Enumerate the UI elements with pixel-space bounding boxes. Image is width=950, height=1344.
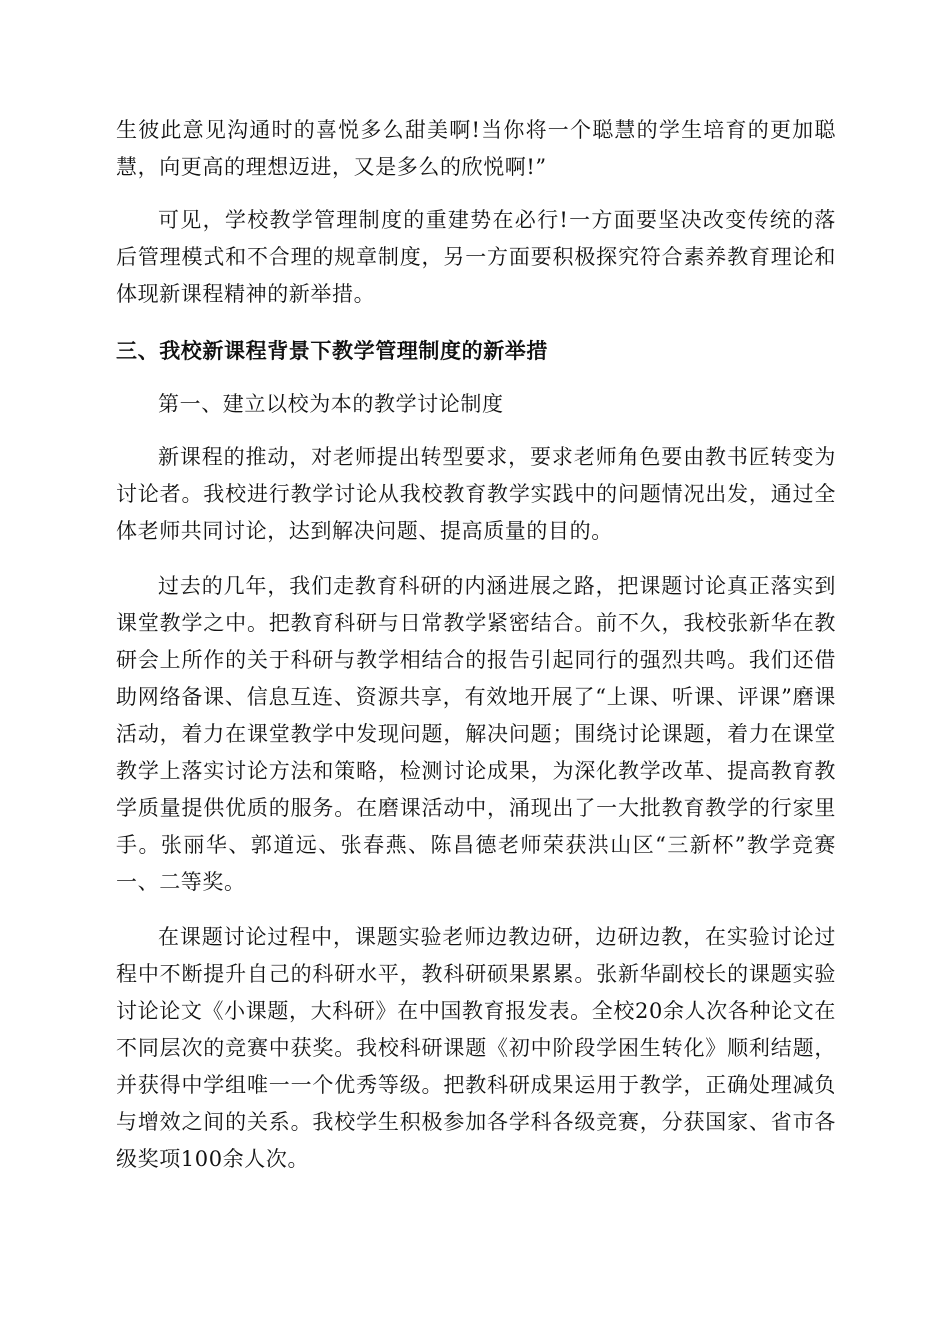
paragraph-body: 在课题讨论过程中，课题实验老师边教边研，边研边教，在实验讨论过程中不断提升自己的科研水平，教科研硕果累累。张新华副校长的课题实验讨论论文《小课题，大科研》在中国教育报发表。全校20余人次各种论文在不同层次的竞赛中获奖。我校科研课题《初中阶段学困生转化》顺利结题，并获得中学组唯一一个优秀等级。把教科研成果运用于教学，正确处理减负与增效之间的关系。我校学生积极参加各学科各级竞赛，分获国家、省市各级奖项100余人次。	[116, 925, 836, 1171]
document-body	[116, 112, 836, 1178]
paragraph-body: 过去的几年，我们走教育科研的内涵进展之路，把课题讨论真正落实到课堂教学之中。把教育科研与日常教学紧密结合。前不久，我校张新华在教研会上所作的关于科研与教学相结合的报告引起同行的强烈共鸣。我们还借助网络备课、信息互连、资源共享，有效地开展了“上课、听课、评课”磨课活动，着力在课堂教学中发现问题，解决问题；围绕讨论课题，着力在课堂教学上落实讨论方法和策略，检测讨论成果，为深化教学改革、提高教育教学质量提供优质的服务。在磨课活动中，涌现出了一大批教育教学的行家里手。张丽华、郭道远、张春燕、陈昌德老师荣获洪山区“三新杯”教学竞赛一、二等奖。	[116, 574, 836, 894]
paragraph-continued: 生彼此意见沟通时的喜悦多么甜美啊!当你将一个聪慧的学生培育的更加聪慧，向更高的理想迈进，又是多么的欣悦啊!”	[116, 118, 836, 179]
paragraph-body: 新课程的推动，对老师提出转型要求，要求老师角色要由教书匠转变为讨论者。我校进行教学讨论从我校教育教学实践中的问题情况出发，通过全体老师共同讨论，达到解决问题、提高质量的目的。	[116, 445, 836, 543]
subsection-title: 第一、建立以校为本的教学讨论制度	[158, 392, 504, 416]
section-heading: 三、我校新课程背景下教学管理制度的新举措	[116, 339, 548, 363]
paragraph-conclusion: 可见，学校教学管理制度的重建势在必行!一方面要坚决改变传统的落后管理模式和不合理的规章制度，另一方面要积极探究符合素养教育理论和体现新课程精神的新举措。	[116, 208, 836, 306]
